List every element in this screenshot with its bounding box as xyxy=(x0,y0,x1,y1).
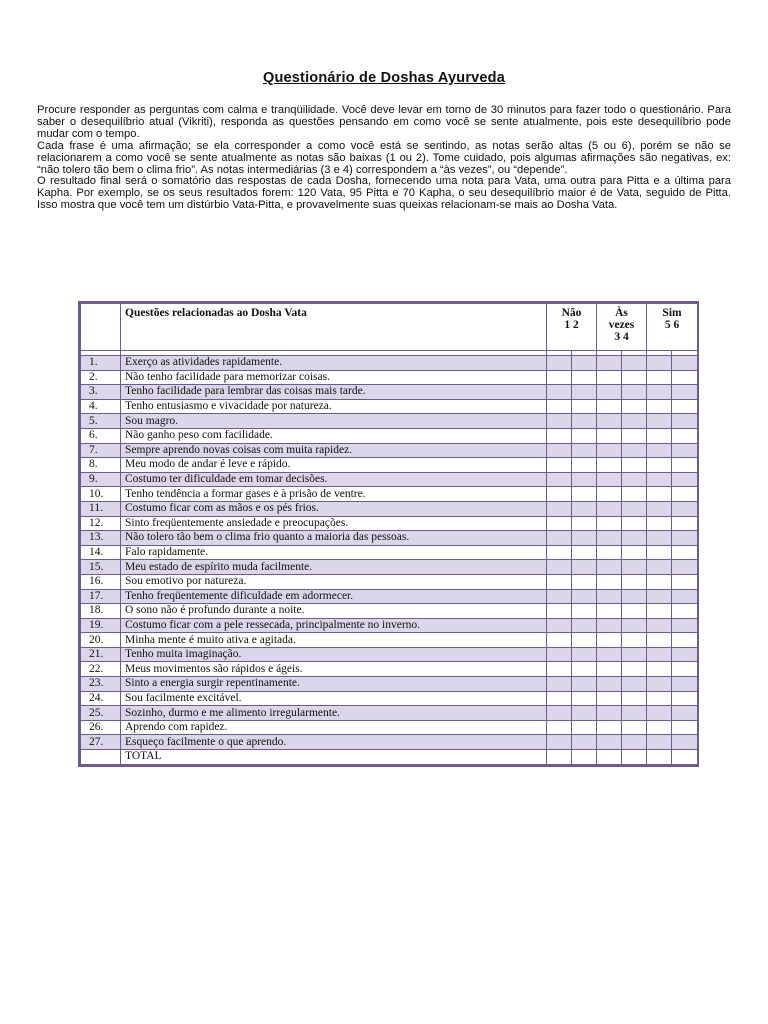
score-box[interactable] xyxy=(597,501,622,516)
table-row xyxy=(81,691,698,706)
question-text: Minha mente é muito ativa e agitada. xyxy=(121,633,547,648)
score-box[interactable] xyxy=(547,662,572,677)
score-box[interactable] xyxy=(672,735,698,750)
score-box[interactable] xyxy=(572,428,597,443)
score-box[interactable] xyxy=(672,443,698,458)
score-box[interactable] xyxy=(622,647,647,662)
question-number: 9. xyxy=(81,472,121,487)
question-text: Sinto freqüentemente ansiedade e preocupações. xyxy=(121,516,547,531)
question-number: 17. xyxy=(81,589,121,604)
instructions xyxy=(37,105,731,212)
score-box[interactable] xyxy=(572,370,597,385)
question-number: 13. xyxy=(81,531,121,546)
question-number: 24. xyxy=(81,691,121,706)
question-text: Sempre aprendo novas coisas com muita rapidez. xyxy=(121,443,547,458)
question-number: 6. xyxy=(81,428,121,443)
score-box[interactable] xyxy=(597,691,622,706)
total-score-box[interactable] xyxy=(647,750,672,765)
questionnaire-table xyxy=(78,301,699,767)
question-text: Costumo ficar com a pele ressecada, principalmente no inverno. xyxy=(121,618,547,633)
question-text: Tenho muita imaginação. xyxy=(121,647,547,662)
score-box[interactable] xyxy=(672,560,698,575)
score-box[interactable] xyxy=(597,589,622,604)
score-box[interactable] xyxy=(572,472,597,487)
question-text: Meu estado de espírito muda facilmente. xyxy=(121,560,547,575)
score-box[interactable] xyxy=(597,735,622,750)
score-box[interactable] xyxy=(622,604,647,619)
score-box[interactable] xyxy=(597,370,622,385)
score-box[interactable] xyxy=(622,706,647,721)
score-box[interactable] xyxy=(672,647,698,662)
score-box[interactable] xyxy=(647,691,672,706)
question-text: Tenho entusiasmo e vivacidade por natureza. xyxy=(121,399,547,414)
score-box[interactable] xyxy=(622,574,647,589)
score-box[interactable] xyxy=(672,472,698,487)
score-box[interactable] xyxy=(672,662,698,677)
score-box[interactable] xyxy=(672,589,698,604)
score-box[interactable] xyxy=(647,662,672,677)
scale-label: Sim xyxy=(662,307,682,319)
score-box[interactable] xyxy=(572,560,597,575)
question-text: Tenho freqüentemente dificuldade em adormecer. xyxy=(121,589,547,604)
score-box[interactable] xyxy=(547,633,572,648)
question-text: Meu modo de andar é leve e rápido. xyxy=(121,458,547,473)
score-box[interactable] xyxy=(597,662,622,677)
table-header-row xyxy=(81,304,698,351)
score-box[interactable] xyxy=(572,618,597,633)
table-row xyxy=(81,604,698,619)
score-box[interactable] xyxy=(622,677,647,692)
total-score-box[interactable] xyxy=(547,750,572,765)
score-box[interactable] xyxy=(572,385,597,400)
question-text: Costumo ficar com as mãos e os pés frios. xyxy=(121,501,547,516)
score-box[interactable] xyxy=(672,677,698,692)
question-number: 18. xyxy=(81,604,121,619)
total-score-box[interactable] xyxy=(572,750,597,765)
score-box[interactable] xyxy=(547,560,572,575)
score-box[interactable] xyxy=(622,691,647,706)
score-box[interactable] xyxy=(672,531,698,546)
scale-label: Não xyxy=(561,307,582,319)
score-box[interactable] xyxy=(672,706,698,721)
score-box[interactable] xyxy=(547,545,572,560)
score-box[interactable] xyxy=(547,443,572,458)
scale-sim xyxy=(647,304,698,351)
score-box[interactable] xyxy=(547,589,572,604)
score-box[interactable] xyxy=(647,370,672,385)
table-row xyxy=(81,618,698,633)
table-row xyxy=(81,560,698,575)
score-box[interactable] xyxy=(547,531,572,546)
score-box[interactable] xyxy=(547,647,572,662)
score-box[interactable] xyxy=(672,385,698,400)
table-row xyxy=(81,501,698,516)
question-text: O sono não é profundo durante a noite. xyxy=(121,604,547,619)
total-label: TOTAL xyxy=(121,750,547,765)
score-box[interactable] xyxy=(647,589,672,604)
question-text: Meus movimentos são rápidos e ágeis. xyxy=(121,662,547,677)
question-number: 22. xyxy=(81,662,121,677)
table-row xyxy=(81,545,698,560)
score-box[interactable] xyxy=(672,399,698,414)
score-box[interactable] xyxy=(622,589,647,604)
table-row xyxy=(81,443,698,458)
question-text: Exerço as atividades rapidamente. xyxy=(121,356,547,371)
table-row xyxy=(81,531,698,546)
score-box[interactable] xyxy=(647,633,672,648)
table-row xyxy=(81,399,698,414)
question-number: 2. xyxy=(81,370,121,385)
score-box[interactable] xyxy=(672,356,698,371)
question-number: 23. xyxy=(81,677,121,692)
score-box[interactable] xyxy=(547,356,572,371)
question-number: 16. xyxy=(81,574,121,589)
question-text: Sinto a energia surgir repentinamente. xyxy=(121,677,547,692)
scale-as-vezes xyxy=(597,304,647,351)
score-box[interactable] xyxy=(572,662,597,677)
table-row xyxy=(81,706,698,721)
score-box[interactable] xyxy=(647,414,672,429)
score-box[interactable] xyxy=(597,633,622,648)
question-number: 3. xyxy=(81,385,121,400)
score-box[interactable] xyxy=(572,443,597,458)
score-box[interactable] xyxy=(647,531,672,546)
table-row xyxy=(81,677,698,692)
score-box[interactable] xyxy=(622,487,647,502)
score-box[interactable] xyxy=(597,706,622,721)
score-box[interactable] xyxy=(647,677,672,692)
question-text: Sou magro. xyxy=(121,414,547,429)
score-box[interactable] xyxy=(572,677,597,692)
score-box[interactable] xyxy=(597,443,622,458)
score-box[interactable] xyxy=(597,618,622,633)
score-box[interactable] xyxy=(572,691,597,706)
score-box[interactable] xyxy=(622,633,647,648)
score-box[interactable] xyxy=(647,545,672,560)
score-box[interactable] xyxy=(597,720,622,735)
score-box[interactable] xyxy=(572,720,597,735)
question-number: 15. xyxy=(81,560,121,575)
question-text: Costumo ter dificuldade em tomar decisões. xyxy=(121,472,547,487)
table-row xyxy=(81,385,698,400)
score-box[interactable] xyxy=(547,516,572,531)
score-box[interactable] xyxy=(597,604,622,619)
question-text: Esqueço facilmente o que aprendo. xyxy=(121,735,547,750)
score-box[interactable] xyxy=(572,501,597,516)
score-box[interactable] xyxy=(547,735,572,750)
score-box[interactable] xyxy=(622,618,647,633)
table-row xyxy=(81,428,698,443)
score-box[interactable] xyxy=(547,604,572,619)
score-box[interactable] xyxy=(647,720,672,735)
score-box[interactable] xyxy=(672,414,698,429)
score-box[interactable] xyxy=(547,618,572,633)
score-box[interactable] xyxy=(622,414,647,429)
vata-table xyxy=(80,303,698,765)
score-box[interactable] xyxy=(622,472,647,487)
score-box[interactable] xyxy=(572,414,597,429)
question-text: Sozinho, durmo e me alimento irregularmente. xyxy=(121,706,547,721)
question-text: Aprendo com rapidez. xyxy=(121,720,547,735)
score-box[interactable] xyxy=(647,618,672,633)
header-question-cell: Questões relacionadas ao Dosha Vata xyxy=(121,304,547,351)
question-text: Sou facilmente excitável. xyxy=(121,691,547,706)
score-box[interactable] xyxy=(572,399,597,414)
score-box[interactable] xyxy=(647,516,672,531)
scale-numbers: 5 6 xyxy=(664,319,680,331)
score-box[interactable] xyxy=(572,604,597,619)
table-row xyxy=(81,574,698,589)
score-box[interactable] xyxy=(572,735,597,750)
score-box[interactable] xyxy=(672,428,698,443)
score-box[interactable] xyxy=(647,458,672,473)
table-row xyxy=(81,662,698,677)
scale-numbers: 1 2 xyxy=(564,319,579,331)
question-number: 5. xyxy=(81,414,121,429)
total-row xyxy=(81,750,698,765)
intro-paragraph: Cada frase é uma afirmação; se ela corresponder a como você está se sentindo, as notas serão altas (5 ou 6), porém se não se relacionarem a como você se sente atualmente as notas são baixas (1 ou 2). Tome cuidado, pois algumas afirmações são negativas, ex: “não tolero tão bem o clima frio”. As notas intermediárias (3 e 4) correspondem a “às vezes”, ou “depende”. xyxy=(37,139,731,176)
scale-label: Às vezes xyxy=(608,307,635,331)
table-row xyxy=(81,735,698,750)
score-box[interactable] xyxy=(672,720,698,735)
score-box[interactable] xyxy=(622,531,647,546)
score-box[interactable] xyxy=(622,516,647,531)
score-box[interactable] xyxy=(547,399,572,414)
page-title: Questionário de Doshas Ayurveda xyxy=(262,70,506,86)
table-row xyxy=(81,589,698,604)
score-box[interactable] xyxy=(597,487,622,502)
score-box[interactable] xyxy=(572,458,597,473)
score-box[interactable] xyxy=(572,574,597,589)
question-text: Não ganho peso com facilidade. xyxy=(121,428,547,443)
score-box[interactable] xyxy=(647,574,672,589)
score-box[interactable] xyxy=(622,560,647,575)
total-score-box[interactable] xyxy=(597,750,622,765)
question-number: 14. xyxy=(81,545,121,560)
score-box[interactable] xyxy=(647,647,672,662)
question-number: 7. xyxy=(81,443,121,458)
score-box[interactable] xyxy=(597,458,622,473)
table-row xyxy=(81,647,698,662)
score-box[interactable] xyxy=(597,560,622,575)
question-number: 4. xyxy=(81,399,121,414)
score-box[interactable] xyxy=(647,356,672,371)
score-box[interactable] xyxy=(622,735,647,750)
score-box[interactable] xyxy=(672,370,698,385)
score-box[interactable] xyxy=(622,545,647,560)
score-box[interactable] xyxy=(597,545,622,560)
score-box[interactable] xyxy=(597,472,622,487)
table-row xyxy=(81,414,698,429)
score-box[interactable] xyxy=(647,472,672,487)
score-box[interactable] xyxy=(622,720,647,735)
score-box[interactable] xyxy=(597,647,622,662)
score-box[interactable] xyxy=(547,487,572,502)
score-box[interactable] xyxy=(622,458,647,473)
question-number: 27. xyxy=(81,735,121,750)
table-row xyxy=(81,370,698,385)
score-box[interactable] xyxy=(572,589,597,604)
score-box[interactable] xyxy=(622,370,647,385)
score-box[interactable] xyxy=(572,531,597,546)
score-box[interactable] xyxy=(572,356,597,371)
score-box[interactable] xyxy=(547,458,572,473)
question-number: 19. xyxy=(81,618,121,633)
total-score-box[interactable] xyxy=(622,750,647,765)
question-number: 11. xyxy=(81,501,121,516)
score-box[interactable] xyxy=(647,428,672,443)
score-box[interactable] xyxy=(547,677,572,692)
table-row xyxy=(81,356,698,371)
score-box[interactable] xyxy=(672,501,698,516)
total-score-box[interactable] xyxy=(672,750,698,765)
question-number: 1. xyxy=(81,356,121,371)
score-box[interactable] xyxy=(547,385,572,400)
scale-numbers: 3 4 xyxy=(614,331,629,343)
question-text: Sou emotivo por natureza. xyxy=(121,574,547,589)
score-box[interactable] xyxy=(547,472,572,487)
score-box[interactable] xyxy=(647,604,672,619)
score-box[interactable] xyxy=(622,443,647,458)
score-box[interactable] xyxy=(572,516,597,531)
score-box[interactable] xyxy=(647,706,672,721)
question-number: 12. xyxy=(81,516,121,531)
score-box[interactable] xyxy=(547,428,572,443)
question-number: 26. xyxy=(81,720,121,735)
score-box[interactable] xyxy=(647,443,672,458)
score-box[interactable] xyxy=(547,706,572,721)
header-blank-cell xyxy=(81,304,121,351)
score-box[interactable] xyxy=(572,706,597,721)
question-text: Tenho tendência a formar gases e à prisão de ventre. xyxy=(121,487,547,502)
score-box[interactable] xyxy=(572,633,597,648)
score-box[interactable] xyxy=(547,720,572,735)
score-box[interactable] xyxy=(622,662,647,677)
table-row xyxy=(81,516,698,531)
table-row xyxy=(81,487,698,502)
score-box[interactable] xyxy=(547,691,572,706)
intro-paragraph: O resultado final será o somatório das respostas de cada Dosha, fornecendo uma nota para Vata, uma outra para Pitta e a última para Kapha. Por exemplo, se os seus resultados forem: 120 Vata, 95 Pitta e 70 Kapha, o seu desequilíbrio maior é de Vata, seguido de Pitta. Isso mostra que você tem um distúrbio Vata-Pitta, e provavelmente suas queixas relacionam-se mais ao Dosha Vata. xyxy=(37,175,731,212)
scale-nao xyxy=(547,304,597,351)
score-box[interactable] xyxy=(597,399,622,414)
score-box[interactable] xyxy=(622,501,647,516)
score-box[interactable] xyxy=(597,516,622,531)
score-box[interactable] xyxy=(597,414,622,429)
score-box[interactable] xyxy=(572,487,597,502)
score-box[interactable] xyxy=(647,487,672,502)
question-text: Não tolero tão bem o clima frio quanto a maioria das pessoas. xyxy=(121,531,547,546)
score-box[interactable] xyxy=(597,356,622,371)
score-box[interactable] xyxy=(597,574,622,589)
score-box[interactable] xyxy=(672,691,698,706)
score-box[interactable] xyxy=(672,618,698,633)
score-box[interactable] xyxy=(647,399,672,414)
score-box[interactable] xyxy=(672,516,698,531)
table-row xyxy=(81,720,698,735)
score-box[interactable] xyxy=(547,501,572,516)
score-box[interactable] xyxy=(597,531,622,546)
question-number: 20. xyxy=(81,633,121,648)
score-box[interactable] xyxy=(597,428,622,443)
question-number: 10. xyxy=(81,487,121,502)
question-text: Não tenho facilidade para memorizar coisas. xyxy=(121,370,547,385)
score-box[interactable] xyxy=(672,458,698,473)
total-blank-cell xyxy=(81,750,121,765)
score-box[interactable] xyxy=(672,633,698,648)
table-row xyxy=(81,633,698,648)
question-number: 21. xyxy=(81,647,121,662)
score-box[interactable] xyxy=(672,545,698,560)
score-box[interactable] xyxy=(572,545,597,560)
score-box[interactable] xyxy=(672,487,698,502)
score-box[interactable] xyxy=(622,399,647,414)
question-text: Falo rapidamente. xyxy=(121,545,547,560)
table-row xyxy=(81,472,698,487)
score-box[interactable] xyxy=(647,735,672,750)
table-row xyxy=(81,458,698,473)
score-box[interactable] xyxy=(622,385,647,400)
intro-paragraph: Procure responder as perguntas com calma e tranqüilidade. Você deve levar em torno de 30 minutos para fazer todo o questionário. Para saber o desequilíbrio atual (Vikriti), responda as questões pensando em como você se sente atualmente, pois este desequilíbrio pode mudar com o tempo. xyxy=(37,104,731,140)
question-number: 8. xyxy=(81,458,121,473)
score-box[interactable] xyxy=(672,574,698,589)
question-text: Tenho facilidade para lembrar das coisas mais tarde. xyxy=(121,385,547,400)
score-box[interactable] xyxy=(672,604,698,619)
score-box[interactable] xyxy=(572,647,597,662)
score-box[interactable] xyxy=(647,385,672,400)
score-box[interactable] xyxy=(597,677,622,692)
score-box[interactable] xyxy=(622,428,647,443)
score-box[interactable] xyxy=(547,370,572,385)
score-box[interactable] xyxy=(647,560,672,575)
score-box[interactable] xyxy=(622,356,647,371)
score-box[interactable] xyxy=(547,414,572,429)
score-box[interactable] xyxy=(647,501,672,516)
score-box[interactable] xyxy=(597,385,622,400)
score-box[interactable] xyxy=(547,574,572,589)
question-number: 25. xyxy=(81,706,121,721)
